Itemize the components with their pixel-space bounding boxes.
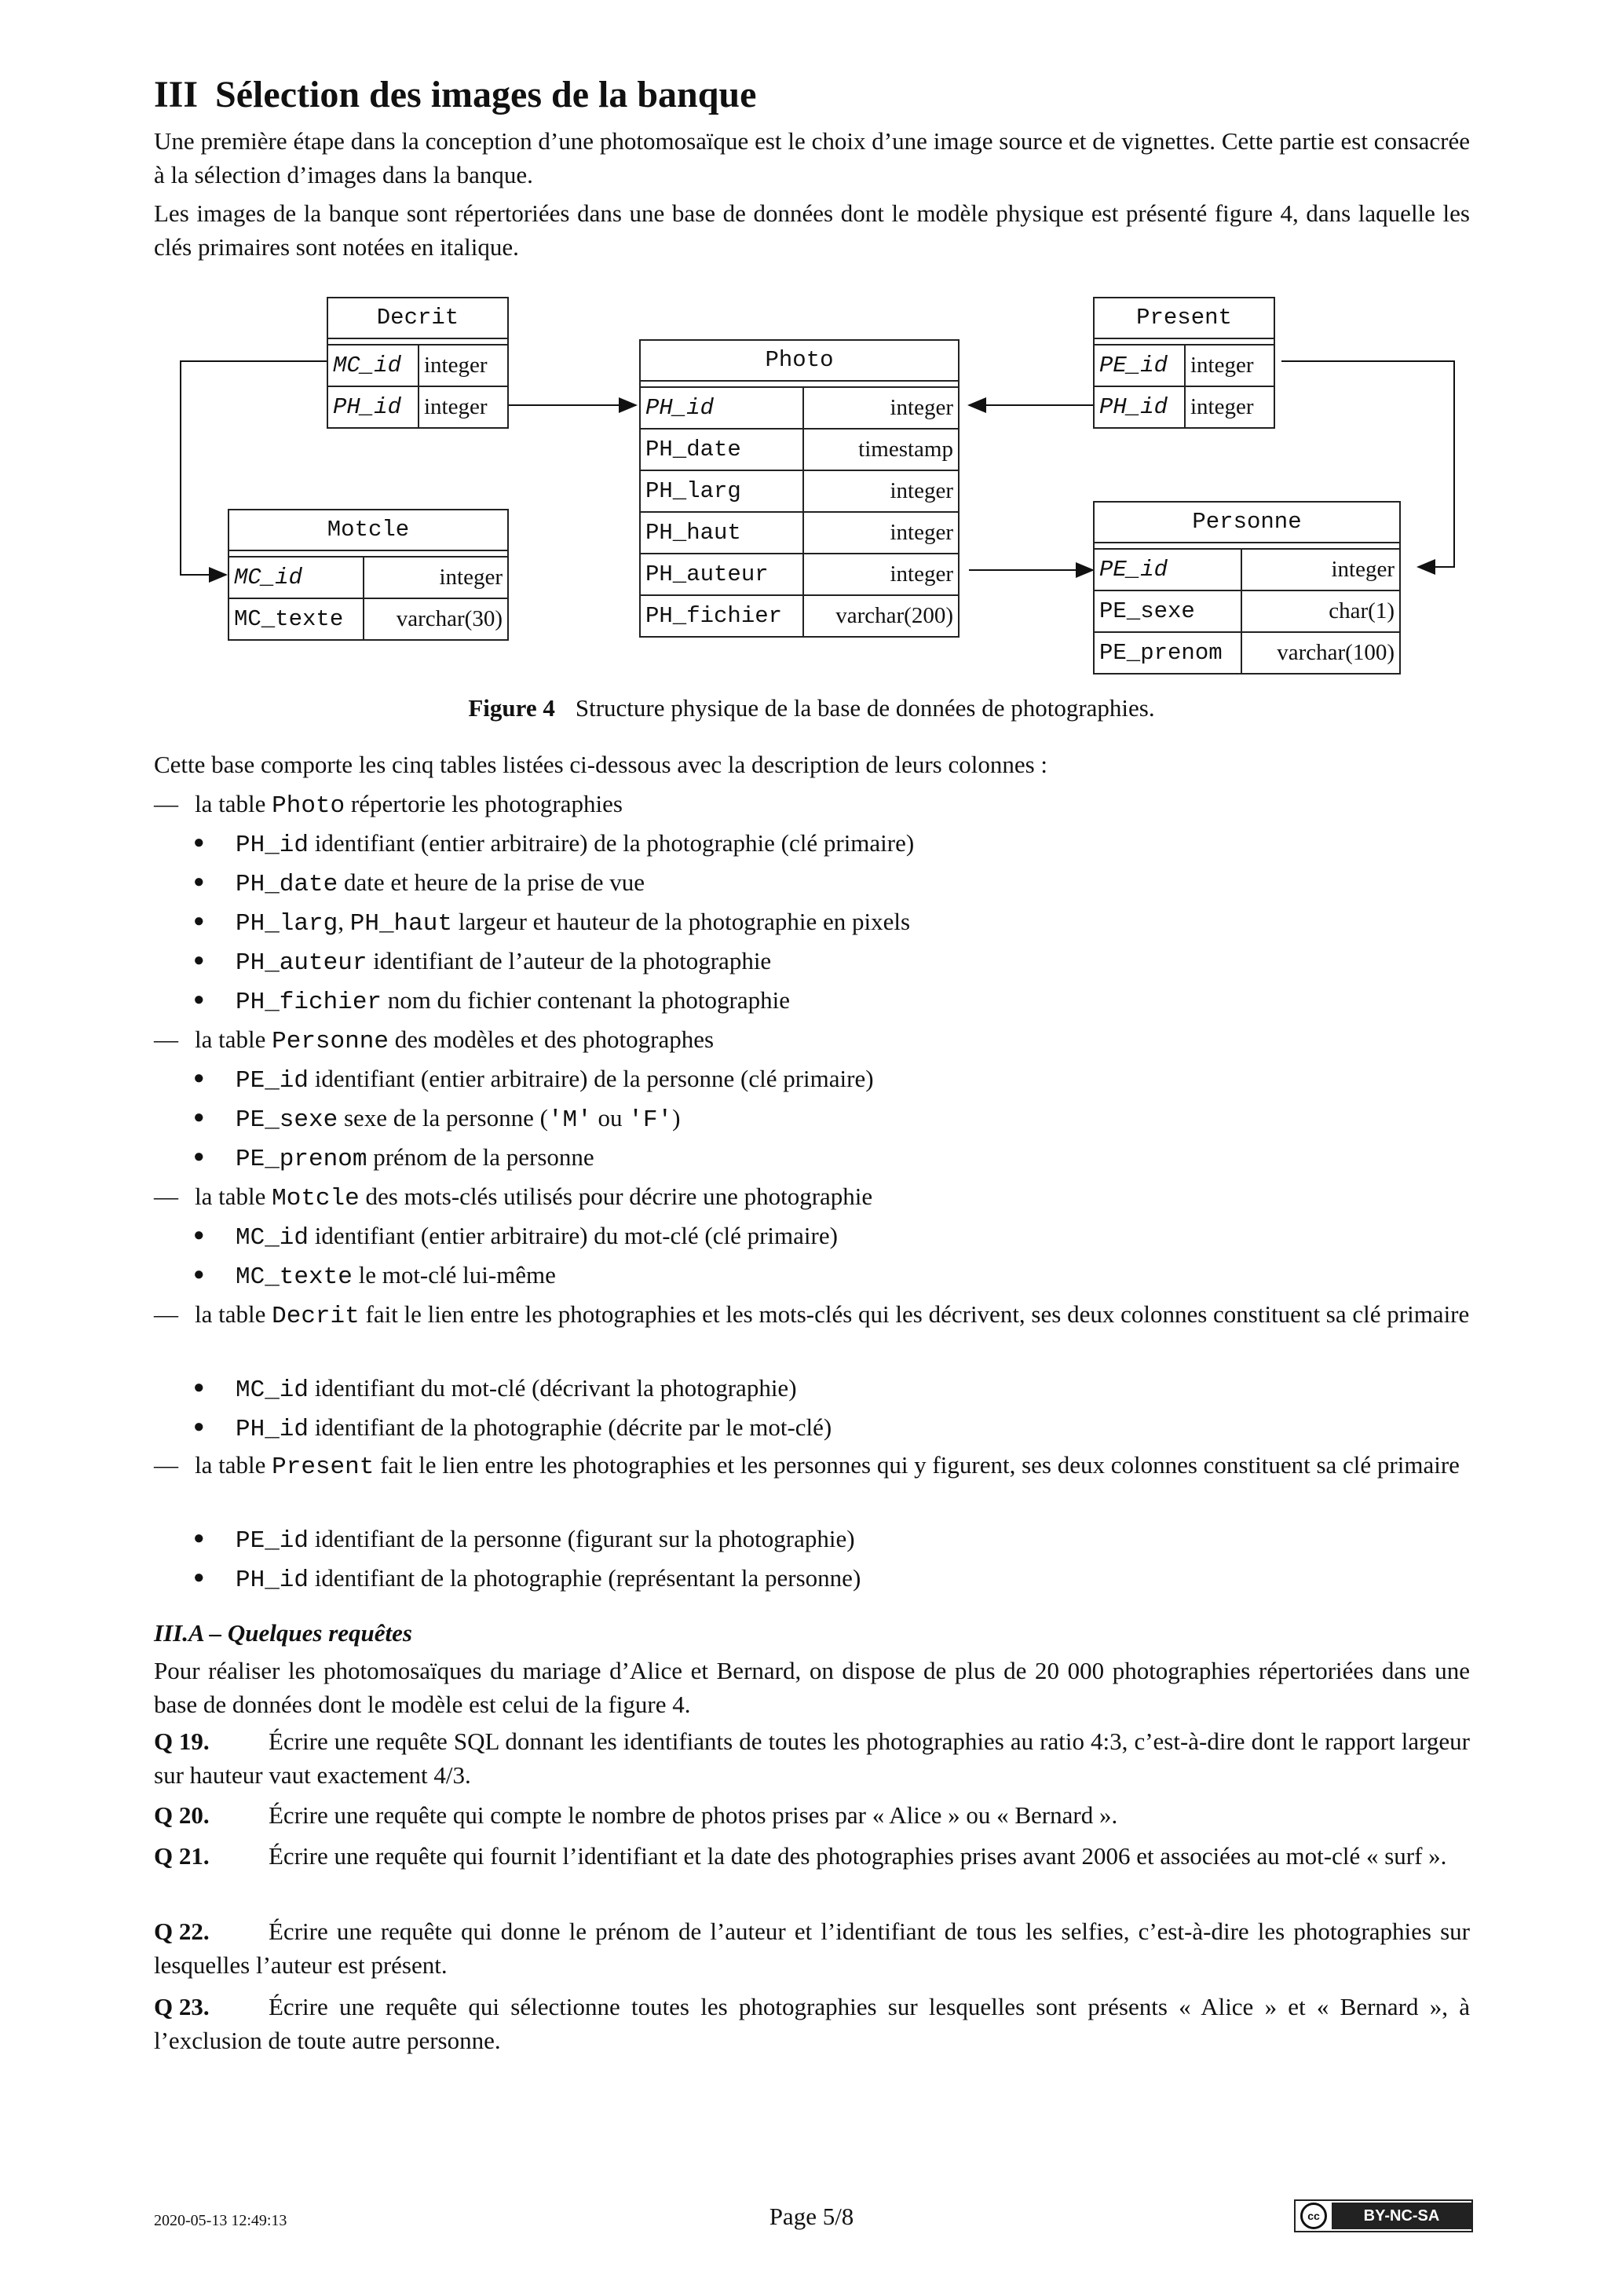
table-personne-name: Personne xyxy=(1095,503,1399,543)
table-personne-row: PE_prenom varchar(100) xyxy=(1095,631,1399,673)
table-decrit xyxy=(327,297,509,429)
table-motcle-row: MC_texte varchar(30) xyxy=(229,598,507,639)
table-personne xyxy=(1093,501,1401,675)
table-photo-row: PH_id integer xyxy=(641,386,958,428)
table-motcle-name: Motcle xyxy=(229,510,507,551)
page: III Sélection des images de la banque Une première étape dans la conception d’une photomosaïque est le choix d’une image source et de vignettes. Cette partie est consacrée à la sélection d’images dans la banque. Les images de la banque sont répertoriées dans une base de données dont le modèle physique est présenté figure 4, dans laquelle les clés primaires sont notées en italique. Decrit MC_id integer PH_id integer Motcle MC_id integer MC_texte varchar(30) Photo PH_id integer PH_date timestamp PH_larg integer PH_haut integer PH_auteur integer PH_fichier varchar(200) Present PE_id integer PH_id integer Personne PE_id integer PE_sexe char(1) PE_prenom varchar(100) Figure 4 Structure physique de la base de données de photographies. Cette base comporte les cinq tables listées ci-dessous avec la description de leurs colonnes : — la table Photo répertorie les photographies ● PH_id identifiant (entier arbitraire) de la photographie (clé primaire) ● PH_date date et heure de la prise de vue ● PH_larg, PH_haut largeur et hauteur de la photographie en pixels ● PH_auteur identifiant de l’auteur de la photographie ● PH_fichier nom du fichier contenant la photographie — la table Personne des modèles et des photographes ● PE_id identifiant (entier arbitraire) de la personne (clé primaire) ● PE_sexe sexe de la personne ('M' ou 'F') ● PE_prenom prénom de la personne — la table Motcle des mots-clés utilisés pour décrire une photographie ● MC_id identifiant (entier arbitraire) du mot-clé (clé primaire) ● MC_texte le mot-clé lui-même — la table Decrit fait le lien entre les photographies et les mots-clés qui les décrivent, ses deux colonnes constituent sa clé primaire ● MC_id identifiant du mot-clé (décrivant la photographie) ● PH_id identifiant de la photographie (décrite par le mot-clé) — la table Present fait le lien entre les photographies et les personnes qui y figurent, ses deux colonnes constituent sa clé primaire ● PE_id identifiant de la personne (figurant sur la photographie) ● PH_id identifiant de la photographie (représentant la personne) III.A – Quelques requêtes Pour réaliser les photomosaïques du mariage d’Alice et Bernard, on dispose de plus de 20 000 photographies répertoriées dans une base de données dont le modèle est celui de la figure 4. Q 19. Écrire une requête SQL donnant les identifiants de toutes les photographies au ratio 4:3, c’est-à-dire dont le rapport largeur sur hauteur vaut exactement 4/3. Q 20. Écrire une requête qui compte le nombre de photos prises par « Alice » ou « Bernard ». Q 21. Écrire une requête qui fournit l’identifiant et la date des photographies prises avant 2006 et associées au mot-clé « surf ». Q 22. Écrire une requête qui donne le prénom de l’auteur et l’identifiant de tous les selfies, c’est-à-dire les photographies sur lesquelles l’auteur est présent. Q 23. Écrire une requête qui sélectionne toutes les photographies sur lesquelles sont présents « Alice » et « Bernard », à l’exclusion de toute autre personne. 2020-05-13 12:49:13 Page 5/8 cc BY-NC-SA xyxy=(0,0,1623,2296)
intro-paragraph-2: Les images de la banque sont répertoriées dans une base de données dont le modèle physique est présenté figure 4, dans laquelle les clés primaires sont notées en italique. xyxy=(154,199,1470,261)
footer-page-number: Page 5/8 xyxy=(769,2203,854,2230)
figure-label: Figure 4 xyxy=(468,694,555,722)
subsection-heading: III.A – Quelques requêtes xyxy=(154,1619,412,1647)
question: Q 20. Écrire une requête qui compte le nombre de photos prises par « Alice » ou « Bernard ». xyxy=(154,1801,1118,1829)
question: Q 19. Écrire une requête SQL donnant les identifiants de toutes les photographies au ratio 4:3, c’est-à-dire dont le rapport largeur sur hauteur vaut exactement 4/3. xyxy=(154,1727,1470,1789)
question: Q 22. Écrire une requête qui donne le prénom de l’auteur et l’identifiant de tous les selfies, c’est-à-dire les photographies sur lesquelles l’auteur est présent. xyxy=(154,1918,1470,1979)
section-number: III xyxy=(154,74,199,115)
table-personne-row: PE_id integer xyxy=(1095,548,1399,590)
table-photo-row: PH_fichier varchar(200) xyxy=(641,594,958,636)
tables-intro: Cette base comporte les cinq tables listées ci-dessous avec la description de leurs colonnes : xyxy=(154,751,1048,778)
table-present-row: PE_id integer xyxy=(1095,344,1274,386)
table-motcle xyxy=(228,509,509,641)
question: Q 23. Écrire une requête qui sélectionne toutes les photographies sur lesquelles sont présents « Alice » et « Bernard », à l’exclusion de toute autre personne. xyxy=(154,1993,1470,2054)
table-photo-name: Photo xyxy=(641,341,958,382)
figure-caption-text: Structure physique de la base de données de photographies. xyxy=(575,694,1155,722)
table-photo-row: PH_date timestamp xyxy=(641,428,958,470)
subsection-intro: Pour réaliser les photomosaïques du mariage d’Alice et Bernard, on dispose de plus de 20 000 photographies répertoriées dans une base de données dont le modèle est celui de la figure 4. xyxy=(154,1657,1470,1718)
table-decrit-row: PH_id integer xyxy=(328,386,507,427)
table-photo-row: PH_haut integer xyxy=(641,511,958,553)
figure-caption xyxy=(0,691,1623,725)
footer-date: 2020-05-13 12:49:13 xyxy=(154,2212,287,2229)
license-badge xyxy=(1294,2199,1473,2232)
table-present xyxy=(1093,297,1275,429)
table-motcle-row: MC_id integer xyxy=(229,556,507,598)
table-photo-row: PH_larg integer xyxy=(641,470,958,511)
table-present-row: PH_id integer xyxy=(1095,386,1274,427)
question: Q 21. Écrire une requête qui fournit l’identifiant et la date des photographies prises avant 2006 et associées au mot-clé « surf ». xyxy=(154,1842,1447,1870)
cc-icon: cc xyxy=(1296,2203,1332,2229)
table-photo-row: PH_auteur integer xyxy=(641,553,958,594)
section-heading xyxy=(154,72,756,118)
database-diagram xyxy=(0,283,1623,691)
table-personne-row: PE_sexe char(1) xyxy=(1095,590,1399,631)
intro-paragraph-1: Une première étape dans la conception d’une photomosaïque est le choix d’une image source et de vignettes. Cette partie est consacrée à la sélection d’images dans la banque. xyxy=(154,127,1470,188)
table-present-name: Present xyxy=(1095,298,1274,339)
section-title: Sélection des images de la banque xyxy=(215,74,757,115)
table-decrit-name: Decrit xyxy=(328,298,507,339)
table-photo xyxy=(639,339,960,638)
table-decrit-row: MC_id integer xyxy=(328,344,507,386)
license-label: BY-NC-SA xyxy=(1332,2203,1471,2229)
